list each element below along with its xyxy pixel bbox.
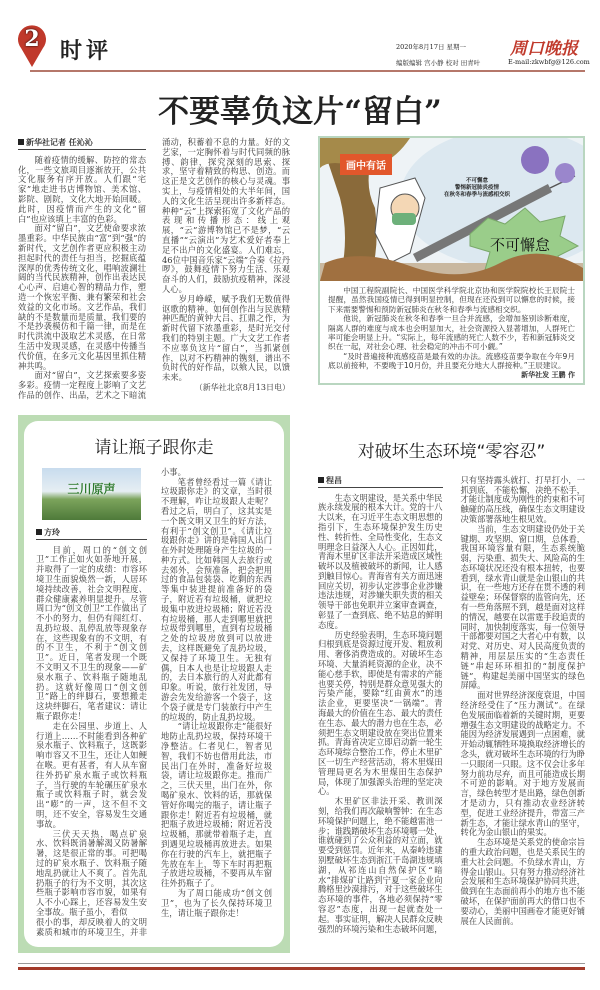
section-title: 时评	[60, 39, 113, 64]
article1-body: 新华社记者 任沁沁 随着疫情的缓解、防控的常态化，一些文旅项目逐渐放开，公共文化服务有序开放。人们跟“宅家”地走进书店博物馆、美术馆、影院、剧院，文化大地开始回暖。此时，因疫情而产生的文化“留白”也应该填上丰富的色彩。 面对“留白”，文艺使命要求浓墨重彩。中华民族由“富”到“强”的新时代，文艺创作者更应积极主动担起时代的责任与担当，挖掘底蕴深厚的优秀传统文化，唱响波澜壮阔的当代民族精神，创作出表达民心心声、启迪心智的精品力作，塑造一个恢宏平衡、兼有繁荣和社会效益的文化市场。文艺作品，我们缺的不是数量而是质量，我们要的不是抄袭模仿和千篇一律，而是在时代洪流中汲取艺术灵感，在日常生活中发现灵感，在灵感中传播当代价值，在多元文化基因里抓住精神共鸣。 面对“留白”，文艺探索要多姿多彩。疫情一定程度上影响了文艺作品的创作、出品，艺术之下暗流涌动，积蓄着不息的力量。好的文艺家，一定胸怀着与时代同频的脉搏、韵律，探究深刻的思索、探求，坚守着精致的构思、创造。而这正是文艺创作的核心与灵魂。事实上，与疫情相处的大半年间，国人的文化生活呈现出许多新样态。种种“云”上探索拓宽了文化产品的表现和传播形态：线上观展，“云”游博物馆已不是梦，“云直播”“云演出”为艺术爱好者奉上足不出户的文化盛宴。人们难忘，46位中国音乐家“云端”合奏《拉丹啰》，鼓舞疫情下努力生活、乐观奋斗的人们，鼓励抗疫精神，深浸人心。 岁月峥嵘，赋予我们无数值得讴歌的精神。如何创作出与民族精神匹配的黄钟大吕、扛鼎之作，为新时代留下浓墨重彩，是时光交付我们的特别主题。广大文艺工作者不应辜负这片“留白”，当抓紧创作，以对不朽精神的镌刻，谱出不负时代的好作品，以飨人民，以馈未来。 （新华社北京8月13日电）	[18, 137, 290, 400]
cartoon-caption: 不可懈怠 警惕新冠肺炎疫情 在秋冬和春季与流感相交织	[443, 178, 510, 198]
paper-logo: 周口晚报	[510, 39, 578, 59]
cartoon-credit: 新华社发 王鹏 作	[521, 370, 575, 379]
article2-box	[18, 415, 290, 954]
cartoon-burst-text: 不可懈怠	[490, 236, 551, 254]
headline-article2: 请让瓶子跟你走	[94, 437, 214, 458]
email: E-mail:zkwbfg@126.com	[508, 58, 590, 66]
article3-body: 程昌 生态文明建设，是关系中华民族永续发展的根本大计。党的十八大以来，在习近平生态文明思想的指引下，生态环境保护发生历史性、转折性、全局性变化，生态文明理念日益深入人心。正因如此，青海木里矿区非法开采造成区域性破坏以及植被破坏的新闻，让人感到触目惊心。青海省有关方面迅速回应关切，初步认定涉事企业涉嫌违法违规，对涉嫌失职失责的相关领导干部也免职并立案审查调查，彰显了一查到底、绝不姑息的鲜明态度。 历史经验表明，生态环境问题归根到底是资源过度开发、粗放利用、奢侈消费造成的。对破坏生态环境、大量消耗资源的企业，决不能心慈手软，即使是有需求的产能也要关停，特别是群众意见强大的污染产能，要除“红由黄水”的违法企业，更要坚决“一锅端”。青海最大的价值在生态、最大的责任在生态、最大的潜力也在生态，必须把生态文明建设放在突出位置来抓。青海省决定立即启动新一轮生态环境综合整治工作，停止木里矿区一切生产经营活动，将木里煤田管理局更名为木里煤田生态保护局，体现了加强源头治理的坚定决心。 木里矿区非法开采、教训深刻，给我们再次敲响警钟：在生态环境保护问题上，绝不能越雷池一步；谁践踏破坏生态环境哪一处，谁就碰到了公众利益的对立面，就要受到惩罚。近年来，从秦岭违建别墅破坏生态到浙江千岛湖违规填湖，从祁连山自然保护区“暗水”排煤矿让路到宁夏一家企业向腾格里沙漠排污，对于这些破坏生态环境的事件，各地必须保持“零容忍”态度，出现一起就查处一起。事实证明，解决人民群众反映强烈的环境污染和生态破坏问题，只有坚持露头就打、打早打小，一抓到底，不能松懈，决绝不松手，才能让制度成为刚性的约束和不可触碰的高压线，确保生态文明建设决策部署落地生根见效。 当前，生态文明建设仍处于关键期、攻坚期、窗口期，总体看，我国环境容量有限，生态系统脆弱，污染重、损失大、风险高的生态环境状况还没有根本扭转，也要看到，绿水青山就是金山银山的共识，在一些地方还存在贯不透的利益壁垒；环保督察的监管向先，还有一些角落照不到，越是面对这样的情况，越要在以雷霆手段追责的同时，加快制度落实，每一位领导干部都要对国之大者心中有数，以对党、对历史、对人民高度负责的精神，用层层压实的“生态责任链”串起环环相扣的“制度保护链”，构建起美丽中国坚实的绿色屏障。 面对世界经济深度衰退，中国经济经受住了“压力测试”。在绿色发展面临着新的关键时期，更要增强生态文明建设的战略定力。不能因为经济发展遇到一点困难，就开始动辄牺牲环境换取经济增长的念头，就对破坏生态环境的行为睁一只眼闭一只眼。这不仅会让多年努力前功尽弃，而且可能造成长期不可逆的影响。对于地方发展而言，绿色转型才是出路，绿色创新才是动力，只有推动农业经济转型，促进工业经济提升，带富三产新生态，才能让绿水青山的坚守，转化为金山银山的果实。 生态环境是关系党的使命宗旨的重大政治问题，也是关系民生的重大社会问题。不负绿水青山，方得金山银山。只有努力推动经济社会发展和生态环境保护协同共进，做到在生态面前再小的地方也不能破坏，在保护面前再大的借口也不要动心，美丽中国画卷才能更好铺展在人民面前。	[318, 474, 585, 934]
article2-body: 三川原声 方玲 目前，周口的“创文创卫”工作正如火如荼地开展，并取得了一定的成绩：市容环境卫生面貌焕然一新，人居环境持续改善，社会文明程度、群众健康素养明显提升。尽管周口为“创文创卫”工作做出了不小的努力，但仍有闯红灯、乱扔垃圾、乱停乱放等现象存在，这些现象有的不文明，有的不卫生，不利于“创文创卫”。近日，笔者发现一个既不文明又不卫生的现象——矿泉水瓶子、饮料瓶子随地乱扔。这就好像周口“创文创卫”路上的绊脚石，要想搬走这块绊脚石，笔者建议：请让瓶子跟你走！ 走在公园里、步道上、人行道上……不时能看到各种矿泉水瓶子、饮料瓶子，这既影响市容又不卫生，还让人如鲠在喉。更有甚者，有人从车窗往外扔矿泉水瓶子或饮料瓶子，当行驶的车轮碾压矿泉水瓶子或饮料瓶子时，就会发出“嘭”的一声，这不但不文明，还不安全，容易发生交通事故。 三伏天天热，喝点矿泉水、饮料既消暑解渴又防暑解暑，这是很正常的事。可把喝过的矿泉水瓶子、饮料瓶子随地乱扔就让人不爽了。首先乱扔瓶子的行为不文明，其次这些瓶子影响市容市貌，如果有人不小心踩上，还容易发生安全事故。瓶子虽小，看似 很小的事，却反映着人的文明素质和城市的环境卫生，并非小事。 笔者曾经看过一篇《请让垃圾跟你走》的文章，当时很不理解，咋让垃圾跟人走呢？看过之后，明白了，这其实是一个既文明又卫生的好方法，有利于“创文创卫”。《请让垃圾跟你走》讲的是韩国人出门在外时处理随身产生垃圾的一种方式。比如韩国人去旅行或去郊外，会预准备，把会把用过的食品包装袋、吃剩的东西等集中装进提前准备好的袋子，附近若有垃圾桶，就把垃圾集中放进垃圾桶；附近若没有垃圾桶，那人走到哪里就把垃圾带到哪里，直到有垃圾桶之处的垃圾房放到可以放进去，这样既避免了乱扔垃圾，又保持了环境卫生。无独有偶，日本人也是让垃圾跟人走的，去日本旅行的人对此都有印象。听说，旅行社发团，导游会先发给游客一个袋子，这个袋子就是专门装旅行中产生的垃圾的，防止乱扔垃圾。 “请让垃圾跟你走”能很好地防止乱扔垃圾，保持环境干净整洁。仁者见仁，智者见智，我们不妨也借用此法，市民出门在外时，准备好垃圾袋，请让垃圾跟你走。推而广之，三伏天里，出门在外，你喝矿泉水、饮料的话，那就保管好你喝完的瓶子，请让瓶子跟你走！附近若有垃圾桶，就把瓶子放进垃圾桶；附近若没垃圾桶，那就带着瓶子走，直到遇见垃圾桶再放进去。如果你在行驶的汽车上，就把瓶子先放在车上，等下车时再把瓶子放进垃圾桶，不要再从车窗往外扔瓶子了。 为了周口能成功“创文创卫”，也为了长久保持环境卫生，请让瓶子跟你走！	[36, 466, 272, 937]
headline-article1: 不要辜负这片“留白”	[158, 94, 442, 130]
column-photo: 三川原声	[42, 468, 141, 520]
article1-source: （新华社北京8月13日电）	[194, 382, 290, 392]
footer-rule	[18, 963, 585, 964]
page-number-badge: 2	[17, 24, 47, 68]
cartoon-text: 中国工程院副院长、中国医学科学院北京协和医学院院校长王辰院士提醒，虽然我国疫情已得到明显控制，但现在还没到可以懈怠的时候，接下来需要警惕和预防新冠肺炎在秋冬和春季与流感相交织。 他说，新冠肺炎在秋冬和春季一旦合并流感，会增加鉴别诊断难度，隔离人群的难度与成本也会明显加大，社会资源投入显著增加，人群死亡率可能会明显上升。“实际上，每年流感的死亡人数不少，若和新冠肺炎交织在一起，对社会心理、社会稳定的冲击不可小觑。” “及时普遍接种流感疫苗是最有效的办法。流感疫苗要争取在今年9月底以前接种，不要晚于10月份，并且要充分地大人群接种。”王辰建议。 新华社发 王鹏 作	[328, 286, 575, 379]
issue-date: 2020年8月17日 星期一	[396, 43, 467, 51]
header-rule	[30, 70, 585, 72]
headline-article3: 对破坏生态环境“零容忍”	[357, 441, 546, 462]
footer-rule-red	[18, 967, 585, 970]
cartoon-tag: 画中有话	[340, 154, 392, 175]
editors: 编版编辑 宫小静 校对 田青叶	[396, 59, 481, 67]
cartoon-panel	[318, 136, 585, 385]
page-header	[0, 0, 600, 76]
